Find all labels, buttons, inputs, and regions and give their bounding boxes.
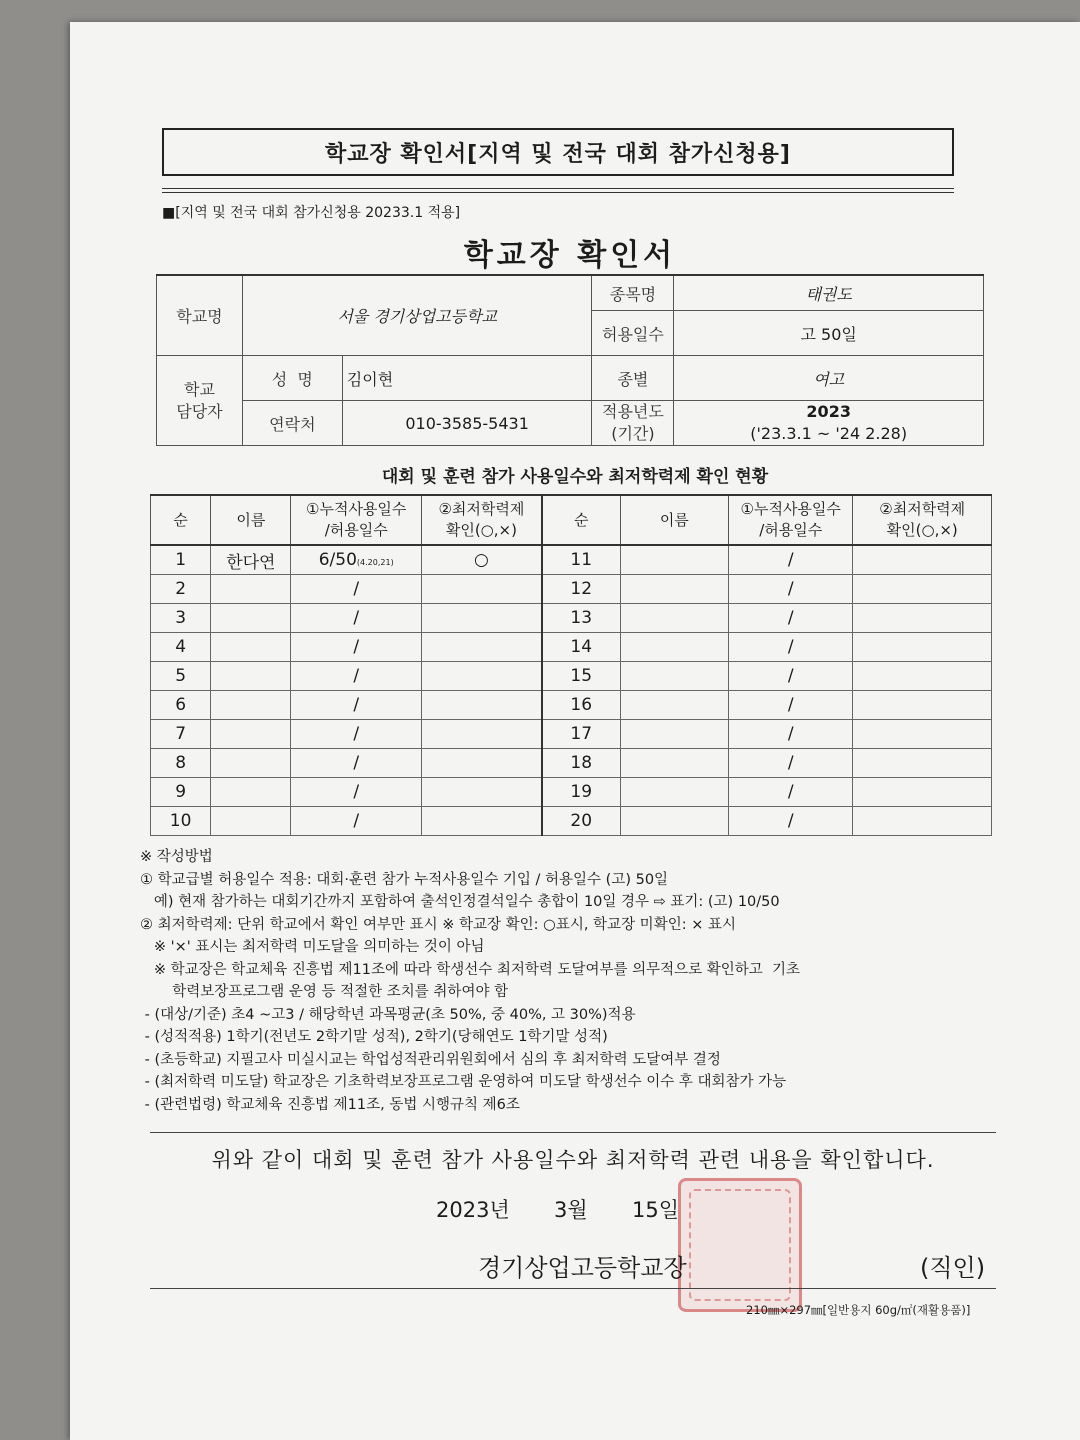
row-name xyxy=(620,604,728,633)
note-line: - (최저학력 미도달) 학교장은 기초학력보장프로그램 운영하여 미도달 학생선수 이수 후 대회참가 가능 xyxy=(140,1074,787,1090)
usage-table xyxy=(150,494,992,836)
row-days-text: / xyxy=(353,695,360,715)
row-name xyxy=(211,778,291,807)
row-days xyxy=(729,575,853,604)
row-name xyxy=(620,778,728,807)
row-days xyxy=(729,778,853,807)
row-check xyxy=(421,720,541,749)
row-no xyxy=(542,545,620,575)
sport-label: 종목명 xyxy=(592,275,674,311)
row-check xyxy=(853,691,992,720)
row-check xyxy=(421,575,541,604)
row-days-note: (4.20,21) xyxy=(356,558,394,567)
date-day: 15일 xyxy=(632,1198,680,1222)
row-no xyxy=(151,749,211,778)
allowed-days-value: 고 50일 xyxy=(674,311,984,356)
col-name-right: 이름 xyxy=(620,495,728,545)
category-label: 종별 xyxy=(592,356,674,401)
row-name xyxy=(211,749,291,778)
row-no xyxy=(542,691,620,720)
table-row xyxy=(151,662,992,691)
table-row xyxy=(151,778,992,807)
row-no-text: 17 xyxy=(570,724,593,744)
row-check-text: ○ xyxy=(473,550,489,570)
row-no-text: 5 xyxy=(175,666,187,686)
row-no xyxy=(542,749,620,778)
row-days xyxy=(729,807,853,836)
table-row xyxy=(151,749,992,778)
row-name xyxy=(211,545,291,575)
row-check xyxy=(421,545,541,575)
row-days xyxy=(291,691,421,720)
row-check xyxy=(853,604,992,633)
row-days xyxy=(729,633,853,662)
row-days xyxy=(729,545,853,575)
row-name xyxy=(211,720,291,749)
principal-name: 경기상업고등학교장 xyxy=(478,1254,687,1282)
period-value: ('23.3.1 ~ '24 2.28) xyxy=(750,424,908,443)
row-name xyxy=(620,807,728,836)
usage-section-title: 대회 및 훈련 참가 사용일수와 최저학력제 확인 현황 xyxy=(381,467,769,487)
row-days-text: / xyxy=(787,666,794,686)
main-title: 학교장 확인서 xyxy=(463,238,677,273)
row-name xyxy=(211,691,291,720)
row-no-text: 6 xyxy=(175,695,187,715)
note-line: - (관련법령) 학교체육 진흥법 제11조, 동법 시행규칙 제6조 xyxy=(140,1096,520,1113)
category-value: 여고 xyxy=(674,356,984,401)
sport-value: 태권도 xyxy=(674,275,984,311)
row-check xyxy=(853,807,992,836)
row-days-text: / xyxy=(787,695,794,715)
confirmation-statement: 위와 같이 대회 및 훈련 참가 사용일수와 최저학력 관련 내용을 확인합니다. xyxy=(211,1148,935,1172)
row-no xyxy=(151,691,211,720)
document-page xyxy=(70,22,1080,1440)
row-no xyxy=(542,604,620,633)
allowed-days-label: 허용일수 xyxy=(592,311,674,356)
table-row xyxy=(151,720,992,749)
note-line: 학력보장프로그램 운영 등 적절한 조치를 취하여야 함 xyxy=(140,984,509,1000)
row-no-text: 2 xyxy=(175,579,187,599)
row-name-text: 한다연 xyxy=(226,552,276,573)
row-no-text: 14 xyxy=(570,637,593,657)
row-no-text: 12 xyxy=(570,579,593,599)
note-line: ※ 작성방법 xyxy=(140,849,213,865)
form-title-box: 학교장 확인서[지역 및 전국 대회 참가신청용] xyxy=(162,128,954,176)
note-line: - (초등학교) 지필고사 미실시교는 학업성적관리위원회에서 심의 후 최저학력 도달여부 결정 xyxy=(140,1051,721,1068)
row-no xyxy=(542,807,620,836)
row-days xyxy=(729,749,853,778)
date-month: 3월 xyxy=(554,1198,588,1222)
row-no-text: 1 xyxy=(175,550,187,570)
row-days-text: / xyxy=(787,724,794,744)
row-name xyxy=(211,807,291,836)
row-days xyxy=(291,575,421,604)
note-line: - (성적적용) 1학기(전년도 2학기말 성적), 2학기(당해연도 1학기말 성적) xyxy=(140,1029,608,1045)
row-no xyxy=(151,545,211,575)
date-year: 2023년 xyxy=(436,1198,510,1222)
row-name xyxy=(620,662,728,691)
row-check xyxy=(421,749,541,778)
row-name xyxy=(620,691,728,720)
row-days-text: / xyxy=(787,811,794,831)
row-days-text: / xyxy=(353,724,360,744)
row-days-text: / xyxy=(353,811,360,831)
row-no-text: 8 xyxy=(175,753,187,773)
row-check xyxy=(421,604,541,633)
row-check xyxy=(853,778,992,807)
row-check xyxy=(421,691,541,720)
divider xyxy=(162,188,954,193)
staff-name-value: 김이현 xyxy=(342,356,592,401)
row-days xyxy=(291,662,421,691)
row-no xyxy=(151,778,211,807)
row-no-text: 7 xyxy=(175,724,187,744)
row-no-text: 15 xyxy=(570,666,593,686)
row-no xyxy=(151,604,211,633)
col-cumulative-right: ①누적사용일수 /허용일수 xyxy=(729,495,853,545)
row-check xyxy=(853,633,992,662)
row-days xyxy=(291,545,421,575)
row-name xyxy=(620,575,728,604)
row-check xyxy=(853,720,992,749)
row-days-text: 6/50 xyxy=(318,550,357,570)
table-row xyxy=(151,691,992,720)
row-check xyxy=(853,662,992,691)
table-row xyxy=(151,575,992,604)
col-no-right: 순 xyxy=(542,495,620,545)
usage-rows xyxy=(151,545,992,836)
row-days-text: / xyxy=(353,608,360,628)
row-no xyxy=(542,720,620,749)
row-no-text: 13 xyxy=(570,608,593,628)
row-no xyxy=(151,633,211,662)
contact-value: 010-3585-5431 xyxy=(342,401,592,446)
row-no xyxy=(151,807,211,836)
col-no: 순 xyxy=(151,495,211,545)
row-check xyxy=(853,545,992,575)
row-name xyxy=(211,575,291,604)
instructions xyxy=(140,846,1000,1116)
table-row xyxy=(151,807,992,836)
row-days xyxy=(729,720,853,749)
row-no-text: 10 xyxy=(169,811,192,831)
row-days xyxy=(291,604,421,633)
row-days-text: / xyxy=(353,579,360,599)
note-line: ② 최저학력제: 단위 학교에서 확인 여부만 표시 ※ 학교장 확인: ○표시, 학교장 미확인: × 표시 xyxy=(140,916,736,933)
row-no-text: 9 xyxy=(175,782,187,802)
col-min-academic-right: ②최저학력제 확인(○,×) xyxy=(853,495,992,545)
row-check xyxy=(853,575,992,604)
row-days xyxy=(291,749,421,778)
col-cumulative: ①누적사용일수 /허용일수 xyxy=(291,495,421,545)
row-no-text: 18 xyxy=(570,753,593,773)
col-min-academic: ②최저학력제 확인(○,×) xyxy=(421,495,541,545)
row-no-text: 20 xyxy=(570,811,593,831)
row-days-text: / xyxy=(353,753,360,773)
row-name xyxy=(620,749,728,778)
row-days-text: / xyxy=(787,550,794,570)
row-days-text: / xyxy=(787,782,794,802)
paper-spec-footer: 210㎜×297㎜[일반용지 60g/㎡(재활용품)] xyxy=(746,1303,971,1317)
school-name: 서울 경기상업고등학교 xyxy=(242,275,592,356)
row-days-text: / xyxy=(787,753,794,773)
note-line: - (대상/기준) 초4 ~고3 / 해당학년 과목평균(초 50%, 중 40%, 고 30%)적용 xyxy=(140,1006,636,1023)
school-label: 학교명 xyxy=(157,275,243,356)
col-name: 이름 xyxy=(211,495,291,545)
table-row xyxy=(151,545,992,575)
row-no xyxy=(151,720,211,749)
staff-label: 학교 담당자 xyxy=(157,356,243,446)
divider xyxy=(150,1288,996,1289)
year-value: 2023 xyxy=(806,402,851,421)
note-line: 예) 현재 참가하는 대회기간까지 포함하여 출석인정결석일수 총합이 10일 경우 ⇨ 표기: (고) 10/50 xyxy=(140,894,780,910)
row-check xyxy=(421,633,541,662)
row-days xyxy=(729,604,853,633)
row-check xyxy=(421,807,541,836)
row-days xyxy=(729,691,853,720)
row-no-text: 4 xyxy=(175,637,187,657)
divider xyxy=(150,1132,996,1133)
seal-label: (직인) xyxy=(920,1254,986,1282)
row-no xyxy=(151,575,211,604)
official-seal-stamp xyxy=(678,1178,802,1312)
row-check xyxy=(421,662,541,691)
school-info-table xyxy=(156,274,984,446)
form-subnote: ■[지역 및 전국 대회 참가신청용 20233.1 적용] xyxy=(162,205,461,221)
row-no-text: 16 xyxy=(570,695,593,715)
row-name xyxy=(211,633,291,662)
row-days xyxy=(291,807,421,836)
row-check xyxy=(853,749,992,778)
row-no-text: 3 xyxy=(175,608,187,628)
staff-name-label: 성 명 xyxy=(242,356,342,401)
row-no xyxy=(542,633,620,662)
row-name xyxy=(620,633,728,662)
row-no xyxy=(542,778,620,807)
row-no xyxy=(542,662,620,691)
row-days xyxy=(291,720,421,749)
table-row xyxy=(151,633,992,662)
table-row xyxy=(151,604,992,633)
row-days-text: / xyxy=(787,637,794,657)
row-days xyxy=(291,778,421,807)
row-days-text: / xyxy=(787,579,794,599)
row-days-text: / xyxy=(787,608,794,628)
row-no-text: 19 xyxy=(570,782,593,802)
note-line: ① 학교급별 허용일수 적용: 대회·훈련 참가 누적사용일수 기입 / 허용일수 (고) 50일 xyxy=(140,871,669,888)
row-days xyxy=(729,662,853,691)
contact-label: 연락처 xyxy=(242,401,342,446)
row-days xyxy=(291,633,421,662)
row-check xyxy=(421,778,541,807)
row-name xyxy=(620,545,728,575)
note-line: ※ 학교장은 학교체육 진흥법 제11조에 따라 학생선수 최저학력 도달여부를 의무적으로 확인하고 기초 xyxy=(140,961,801,978)
note-line: ※ '×' 표시는 최저학력 미도달을 의미하는 것이 아님 xyxy=(140,939,485,955)
row-days-text: / xyxy=(353,637,360,657)
year-cell xyxy=(674,401,984,446)
row-days-text: / xyxy=(353,666,360,686)
row-days-text: / xyxy=(353,782,360,802)
row-name xyxy=(211,662,291,691)
row-no-text: 11 xyxy=(570,550,593,570)
row-no xyxy=(151,662,211,691)
row-name xyxy=(620,720,728,749)
row-name xyxy=(211,604,291,633)
year-label: 적용년도 (기간) xyxy=(592,401,674,446)
row-no xyxy=(542,575,620,604)
